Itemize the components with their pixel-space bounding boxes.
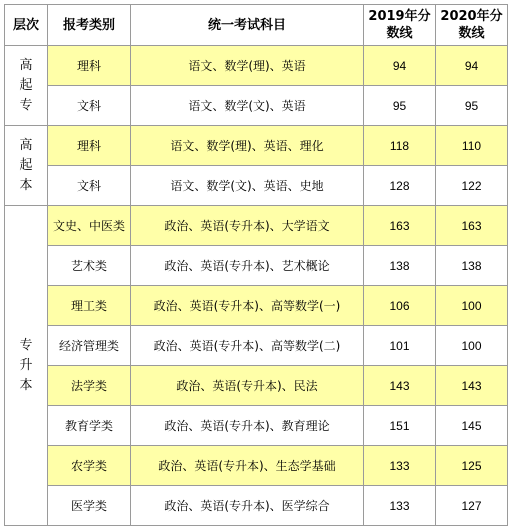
category-cell: 文科 (48, 86, 131, 126)
score-2020-cell: 127 (436, 486, 508, 526)
category-cell: 理科 (48, 126, 131, 166)
score-2020-cell: 145 (436, 406, 508, 446)
score-2020-cell: 110 (436, 126, 508, 166)
score-2019-cell: 101 (364, 326, 436, 366)
table-row (5, 286, 508, 326)
score-2020-cell: 100 (436, 326, 508, 366)
score-2019-cell: 163 (364, 206, 436, 246)
level-char: 专 (19, 97, 33, 113)
score-2019-cell: 106 (364, 286, 436, 326)
subjects-cell: 政治、英语(专升本)、艺术概论 (131, 246, 364, 286)
category-cell: 文科 (48, 166, 131, 206)
level-cell (5, 126, 48, 206)
score-2020-cell: 95 (436, 86, 508, 126)
category-cell: 理科 (48, 46, 131, 86)
header-subjects: 统一考试科目 (131, 5, 364, 46)
score-2020-cell: 94 (436, 46, 508, 86)
header-score-2020-line1: 2020年分 (440, 9, 503, 24)
level-label (19, 56, 32, 116)
category-cell: 经济管理类 (48, 326, 131, 366)
category-cell: 农学类 (48, 446, 131, 486)
subjects-cell: 语文、数学(理)、英语 (131, 46, 364, 86)
level-char: 起 (19, 77, 33, 93)
category-cell: 理工类 (48, 286, 131, 326)
score-2020-cell: 138 (436, 246, 508, 286)
table-row (5, 486, 508, 526)
subjects-cell: 政治、英语(专升本)、教育理论 (131, 406, 364, 446)
table-row (5, 206, 508, 246)
score-2019-cell: 151 (364, 406, 436, 446)
score-table-body (5, 46, 508, 526)
subjects-cell: 语文、数学(理)、英语、理化 (131, 126, 364, 166)
table-row (5, 46, 508, 86)
score-2019-cell: 94 (364, 46, 436, 86)
subjects-cell: 政治、英语(专升本)、医学综合 (131, 486, 364, 526)
header-score-2019-line2: 数线 (386, 26, 413, 41)
level-char: 升 (19, 357, 33, 373)
score-2019-cell: 133 (364, 486, 436, 526)
table-row (5, 366, 508, 406)
category-cell: 文史、中医类 (48, 206, 131, 246)
subjects-cell: 政治、英语(专升本)、大学语文 (131, 206, 364, 246)
table-row (5, 126, 508, 166)
score-2020-cell: 143 (436, 366, 508, 406)
table-row (5, 166, 508, 206)
score-2019-cell: 95 (364, 86, 436, 126)
score-2019-cell: 133 (364, 446, 436, 486)
score-2019-cell: 138 (364, 246, 436, 286)
header-score-2020 (436, 5, 508, 46)
table-row (5, 326, 508, 366)
score-table (4, 4, 508, 526)
table-row (5, 446, 508, 486)
header-category: 报考类别 (48, 5, 131, 46)
subjects-cell: 政治、英语(专升本)、高等数学(二) (131, 326, 364, 366)
level-char: 本 (19, 377, 33, 393)
level-char: 高 (19, 57, 33, 73)
category-cell: 教育学类 (48, 406, 131, 446)
level-char: 专 (19, 337, 33, 353)
subjects-cell: 语文、数学(文)、英语、史地 (131, 166, 364, 206)
subjects-cell: 政治、英语(专升本)、生态学基础 (131, 446, 364, 486)
category-cell: 医学类 (48, 486, 131, 526)
level-char: 本 (19, 177, 33, 193)
header-row (5, 5, 508, 46)
subjects-cell: 政治、英语(专升本)、民法 (131, 366, 364, 406)
table-row (5, 246, 508, 286)
score-2019-cell: 128 (364, 166, 436, 206)
level-label (19, 336, 32, 396)
category-cell: 法学类 (48, 366, 131, 406)
header-score-2019-line1: 2019年分 (368, 9, 431, 24)
score-2020-cell: 122 (436, 166, 508, 206)
level-cell (5, 206, 48, 526)
table-row (5, 86, 508, 126)
score-2020-cell: 163 (436, 206, 508, 246)
score-2019-cell: 143 (364, 366, 436, 406)
score-2019-cell: 118 (364, 126, 436, 166)
category-cell: 艺术类 (48, 246, 131, 286)
header-score-2020-line2: 数线 (458, 26, 485, 41)
score-2020-cell: 100 (436, 286, 508, 326)
table-row (5, 406, 508, 446)
level-char: 高 (19, 137, 33, 153)
level-cell (5, 46, 48, 126)
subjects-cell: 语文、数学(文)、英语 (131, 86, 364, 126)
header-level: 层次 (5, 5, 48, 46)
subjects-cell: 政治、英语(专升本)、高等数学(一) (131, 286, 364, 326)
header-score-2019 (364, 5, 436, 46)
level-char: 起 (19, 157, 33, 173)
level-label (19, 136, 32, 196)
score-2020-cell: 125 (436, 446, 508, 486)
